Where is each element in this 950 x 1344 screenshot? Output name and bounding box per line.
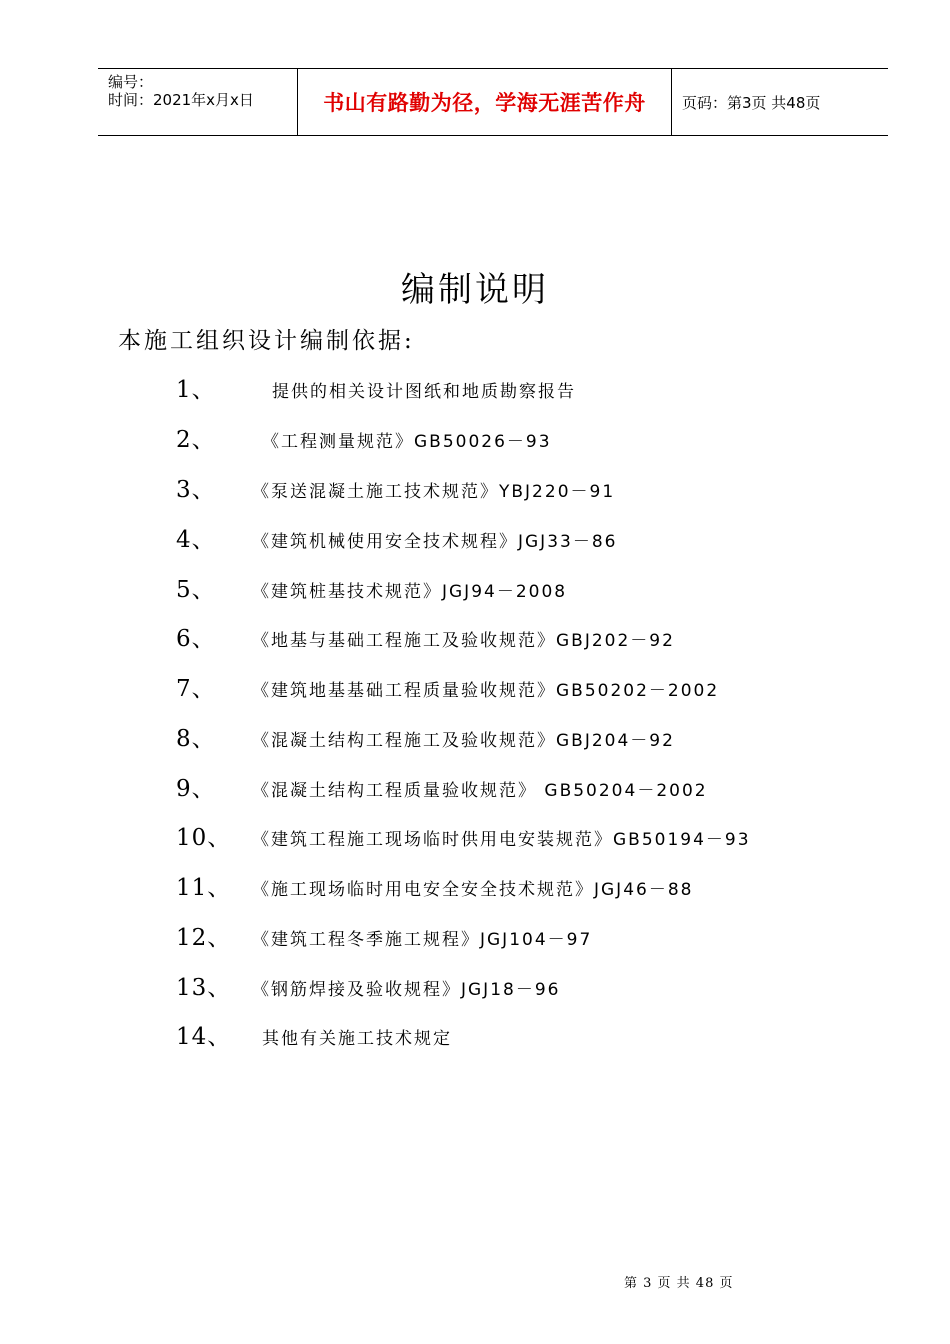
time-label: 时间：2021年x月x日	[108, 91, 254, 109]
item-text: 提供的相关设计图纸和地质勘察报告	[272, 382, 576, 402]
item-text: 《建筑地基基础工程质量验收规范》GB50202－2002	[252, 681, 720, 701]
document-title: 编制说明	[401, 270, 549, 310]
item-number: 9、	[176, 776, 216, 802]
item-text: 《建筑工程施工现场临时供用电安装规范》GB50194－93	[252, 830, 751, 850]
item-number: 7、	[176, 676, 216, 702]
item-number: 3、	[176, 477, 216, 503]
item-text: 《建筑机械使用安全技术规程》JGJ33－86	[252, 532, 618, 552]
item-number: 12、	[176, 925, 232, 951]
page-header	[98, 68, 888, 136]
list-item	[0, 869, 950, 899]
list-item	[0, 421, 950, 451]
header-page-info: 页码：第3页 共48页	[682, 93, 821, 112]
item-number: 6、	[176, 626, 216, 652]
list-item	[0, 521, 950, 551]
item-text: 其他有关施工技术规定	[262, 1029, 452, 1049]
list-item	[0, 770, 950, 800]
item-text: 《建筑工程冬季施工规程》JGJ104－97	[252, 930, 593, 950]
item-number: 2、	[176, 427, 216, 453]
item-text: 《工程测量规范》GB50026－93	[262, 432, 552, 452]
list-item	[0, 471, 950, 501]
item-number: 4、	[176, 527, 216, 553]
item-text: 《建筑桩基技术规范》JGJ94－2008	[252, 582, 568, 602]
item-text: 《混凝土结构工程质量验收规范》 GB50204－2002	[252, 781, 708, 801]
list-item	[0, 571, 950, 601]
item-text: 《地基与基础工程施工及验收规范》GBJ202－92	[252, 631, 675, 651]
item-text: 《钢筋焊接及验收规程》JGJ18－96	[252, 980, 561, 1000]
item-text: 《混凝土结构工程施工及验收规范》GBJ204－92	[252, 731, 675, 751]
code-label: 编号：	[108, 73, 154, 91]
page-footer: 第 3 页 共 48 页	[624, 1276, 734, 1291]
item-number: 10、	[176, 825, 232, 851]
item-number: 8、	[176, 726, 216, 752]
item-number: 1、	[176, 377, 216, 403]
intro-text: 本施工组织设计编制依据:	[118, 328, 415, 354]
list-item	[0, 720, 950, 750]
list-item	[0, 371, 950, 401]
list-item	[0, 919, 950, 949]
list-item	[0, 1018, 950, 1048]
header-meta	[98, 69, 298, 135]
list-item	[0, 819, 950, 849]
item-text: 《泵送混凝土施工技术规范》YBJ220－91	[252, 482, 616, 502]
item-text: 《施工现场临时用电安全安全技术规范》JGJ46－88	[252, 880, 694, 900]
header-motto: 书山有路勤为径，学海无涯苦作舟	[298, 69, 672, 135]
list-item	[0, 620, 950, 650]
list-item	[0, 670, 950, 700]
item-number: 5、	[176, 577, 216, 603]
item-number: 11、	[176, 875, 232, 901]
list-item	[0, 969, 950, 999]
item-number: 13、	[176, 975, 232, 1001]
item-number: 14、	[176, 1024, 232, 1050]
